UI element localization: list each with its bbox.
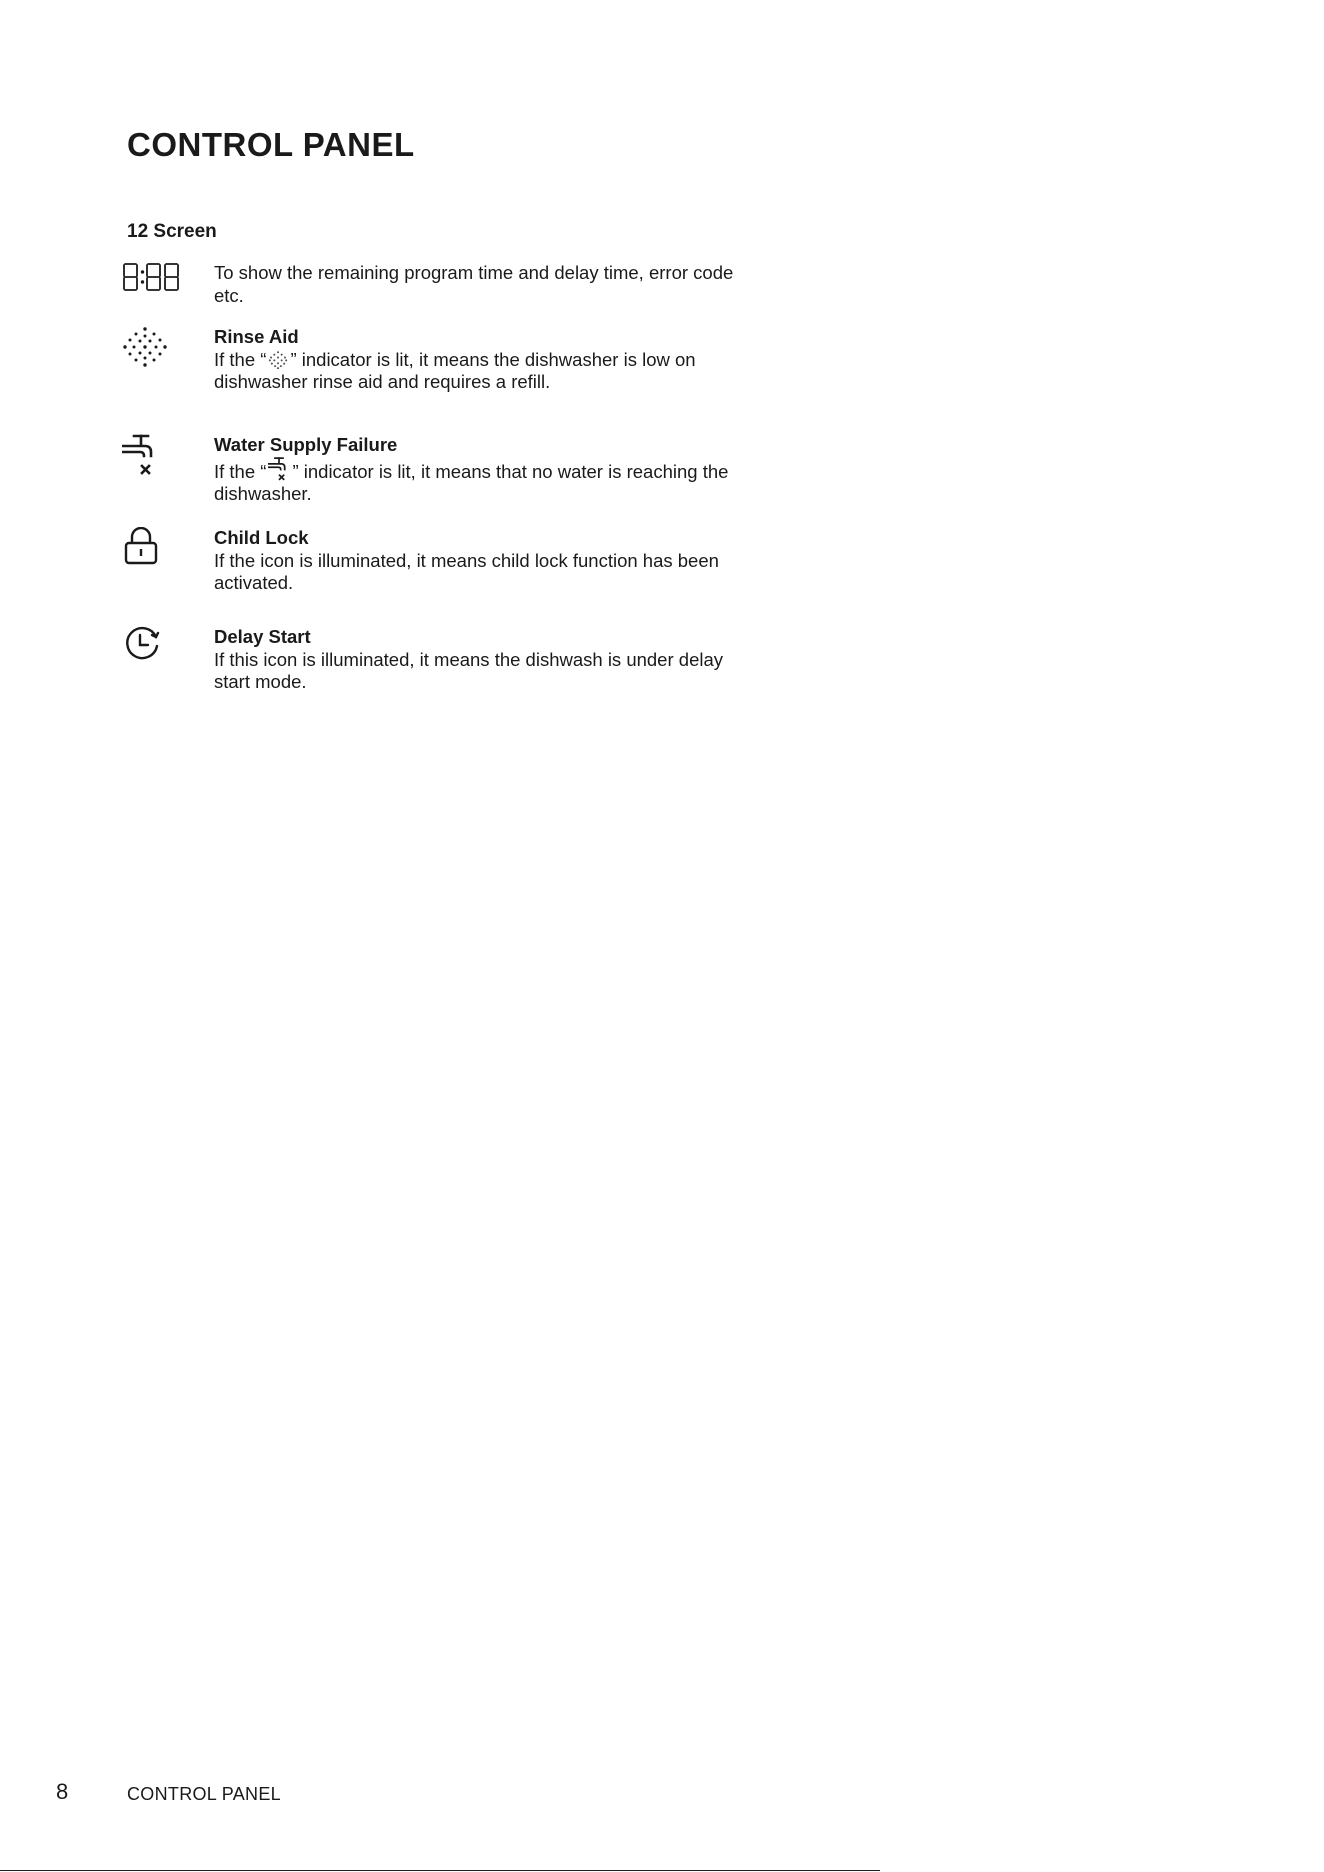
rinse-aid-icon <box>122 326 186 370</box>
rinse-aid-description: If the “ ” indicator is lit, it means the dishwasher is low on dishwasher rinse aid and requires a refill. <box>214 348 696 392</box>
child-lock-heading: Child Lock <box>214 527 309 548</box>
rinse-aid-inline-icon <box>268 351 288 369</box>
child-lock-text <box>214 527 734 595</box>
screen-display-description: To show the remaining program time and delay time, error code etc. <box>214 262 734 306</box>
delay-start-heading: Delay Start <box>214 626 311 647</box>
water-supply-failure-heading: Water Supply Failure <box>214 434 398 455</box>
section-title: 12 Screen <box>127 221 217 242</box>
bottom-rule <box>0 1870 880 1871</box>
delay-start-text <box>214 626 734 694</box>
rinse-aid-text <box>214 326 734 394</box>
seven-segment-display-icon <box>122 262 186 306</box>
water-tap-failure-inline-icon <box>268 457 290 481</box>
water-supply-failure-description: If the “ ” indicator is lit, it means that no water is reaching the dishwasher. <box>214 457 734 506</box>
child-lock-description: If the icon is illuminated, it means child lock function has been activated. <box>214 549 719 593</box>
page-number: 8 <box>56 1779 69 1804</box>
delay-clock-icon <box>125 626 189 670</box>
page-title: CONTROL PANEL <box>127 126 415 163</box>
padlock-icon <box>124 527 188 571</box>
rinse-aid-heading: Rinse Aid <box>214 326 299 347</box>
delay-start-description: If this icon is illuminated, it means the dishwash is under delay start mode. <box>214 648 724 692</box>
footer-label: CONTROL PANEL <box>127 1784 281 1804</box>
water-tap-failure-icon <box>122 434 186 478</box>
water-supply-failure-text <box>214 434 734 506</box>
